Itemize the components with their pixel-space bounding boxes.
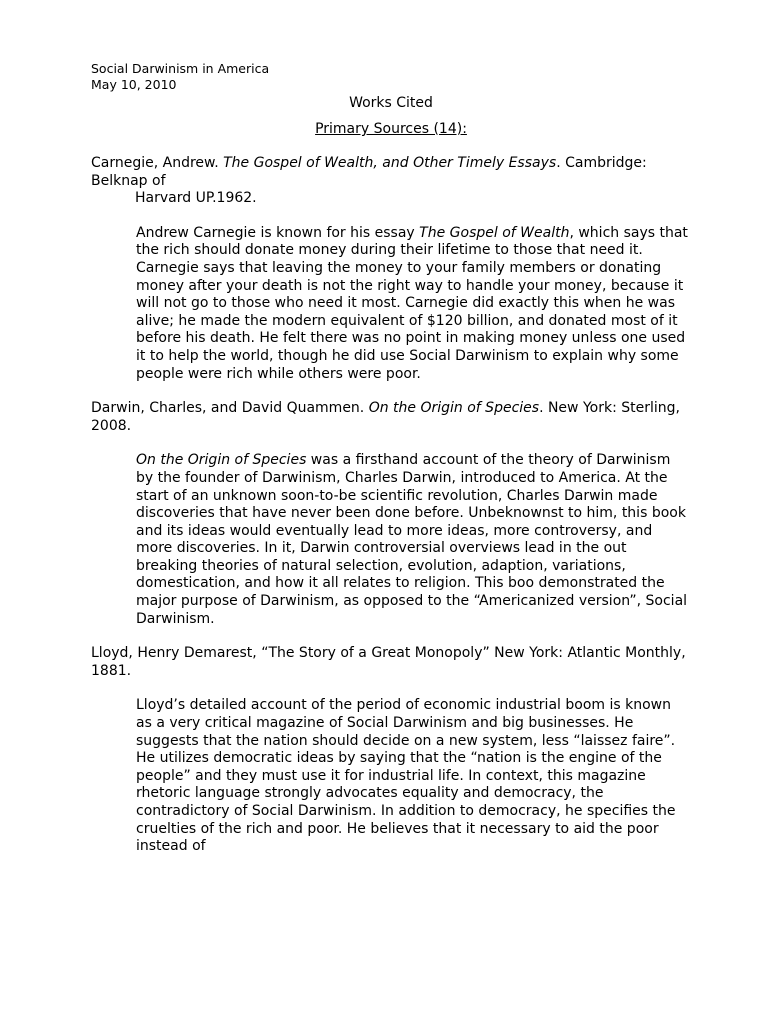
header-date: May 10, 2010: [91, 77, 177, 92]
citation-publisher: . Cambridge: Belknap of: [91, 155, 647, 189]
citation-darwin: [91, 400, 691, 435]
citation-carnegie-continued: Harvard UP.1962.: [135, 190, 257, 207]
annotation-lloyd: [91, 697, 691, 855]
section-subtitle: Primary Sources (14):: [315, 121, 467, 137]
citation-title: The Gospel of Wealth, and Other Timely Essays: [223, 155, 557, 171]
document-page: [91, 61, 691, 856]
citation-author: Carnegie, Andrew.: [91, 155, 224, 171]
annotation-title: On the Origin of Species: [136, 452, 307, 469]
annotation-text: Lloyd’s detailed account of the period of economic industrial boom is known as a very critical magazine of Social Darwinism and big businesses. He suggests that the nation should decide on a new system, less “laissez faire”. He utilizes democratic ideas by saying that the “nation is the engine of the people” and they must use it for industrial life. In context, this magazine rhetoric language strongly advocates equality and democracy, the contradictory of Social Darwinism. In addition to democracy, he specifies the cruelties of the rich and poor. He believes that it necessary to aid the poor instead of: [136, 697, 676, 855]
citation-author: Darwin, Charles, and David Quammen.: [91, 400, 369, 417]
annotation-darwin: [91, 452, 691, 628]
annotation-carnegie: [91, 225, 691, 383]
annotation-title: The Gospel of Wealth: [419, 224, 570, 241]
annotation-text: was a firsthand account of the theory of Darwinism by the founder of Darwinism, Charles Darwin, introduced to America. At the start of an unknown soon-to-be scientific revolution, Charles Darwin made discoveries that have never been done before. Unbeknownst to him, this book and its ideas would eventually lead to more ideas, more controversy, and more discoveries. In it, Darwin controversial overviews lead in the out breaking theories of natural selection, evolution, adaption, variations, domestication, and how it all relates to religion. This boo demonstrated the major purpose of Darwinism, as opposed to the “Americanized version”, Social Darwinism.: [136, 452, 688, 627]
citation-publisher: . New York: Sterling, 2008.: [91, 400, 680, 434]
page-title: Works Cited: [349, 95, 433, 111]
citation-title: On the Origin of Species: [368, 400, 540, 417]
citation-carnegie: [91, 155, 691, 190]
header-course: Social Darwinism in America: [91, 61, 270, 76]
annotation-text: Andrew Carnegie is known for his essay: [136, 224, 420, 241]
annotation-text: , which says that the rich should donate money during their lifetime to those that need it. Carnegie says that leaving the money to your family members or donating money after your death is not the right way to handle your money, because it will not go to those who need it most. Carnegie did exactly this when he was alive; he made the modern equivalent of $120 billion, and donated most of it before his death. He felt there was no point in making money unless one used it to help the world, though he did use Social Darwinism to explain why some people were rich while others were poor.: [136, 224, 688, 382]
citation-lloyd: Lloyd, Henry Demarest, “The Story of a Great Monopoly” New York: Atlantic Monthly, 1881.: [91, 645, 686, 679]
